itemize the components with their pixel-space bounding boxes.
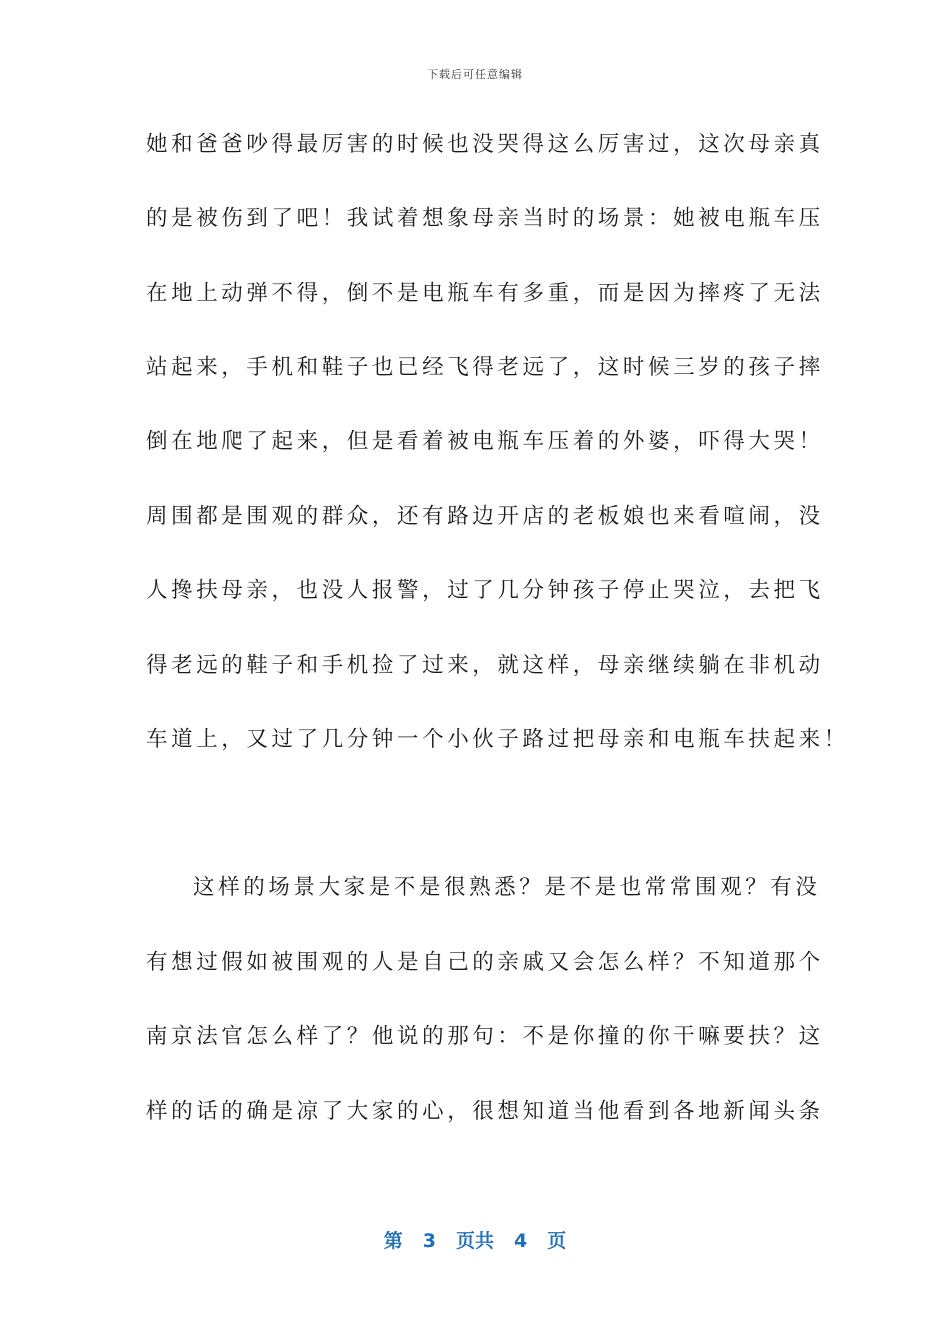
text-line: 人搀扶母亲，也没人报警，过了几分钟孩子停止哭泣，去把飞 — [146, 578, 824, 603]
current-page-number: 3 — [422, 1230, 436, 1252]
text-line: 这样的场景大家是不是很熟悉？是不是也常常围观？有没 — [193, 875, 821, 900]
text-line: 倒在地爬了起来，但是看着被电瓶车压着的外婆，吓得大哭！ — [146, 429, 824, 454]
text-line: 站起来，手机和鞋子也已经飞得老远了，这时候三岁的孩子摔 — [146, 355, 824, 380]
text-line: 有想过假如被围观的人是自己的亲戚又会怎么样？不知道那个 — [146, 950, 824, 975]
text-line: 她和爸爸吵得最厉害的时候也没哭得这么厉害过，这次母亲真 — [146, 132, 824, 157]
text-line: 周围都是围观的群众，还有路边开店的老板娘也来看喧闹，没 — [146, 504, 824, 529]
footer-middle: 页共 — [455, 1230, 494, 1252]
text-line: 得老远的鞋子和手机捡了过来，就这样，母亲继续躺在非机动 — [146, 653, 824, 678]
total-pages-number: 4 — [514, 1230, 528, 1252]
footer-prefix: 第 — [383, 1230, 403, 1252]
page-header: 下载后可任意编辑 — [427, 68, 523, 81]
text-line: 样的话的确是凉了大家的心，很想知道当他看到各地新闻头条 — [146, 1099, 824, 1124]
footer-suffix: 页 — [547, 1230, 567, 1252]
text-line: 车道上，又过了几分钟一个小伙子路过把母亲和电瓶车扶起来！ — [146, 727, 849, 752]
page-number-footer — [0, 1226, 950, 1253]
text-line: 在地上动弹不得，倒不是电瓶车有多重，而是因为摔疼了无法 — [146, 281, 824, 306]
text-line: 的是被伤到了吧！我试着想象母亲当时的场景：她被电瓶车压 — [146, 206, 824, 231]
text-line: 南京法官怎么样了？他说的那句：不是你撞的你干嘛要扶？这 — [146, 1024, 824, 1049]
